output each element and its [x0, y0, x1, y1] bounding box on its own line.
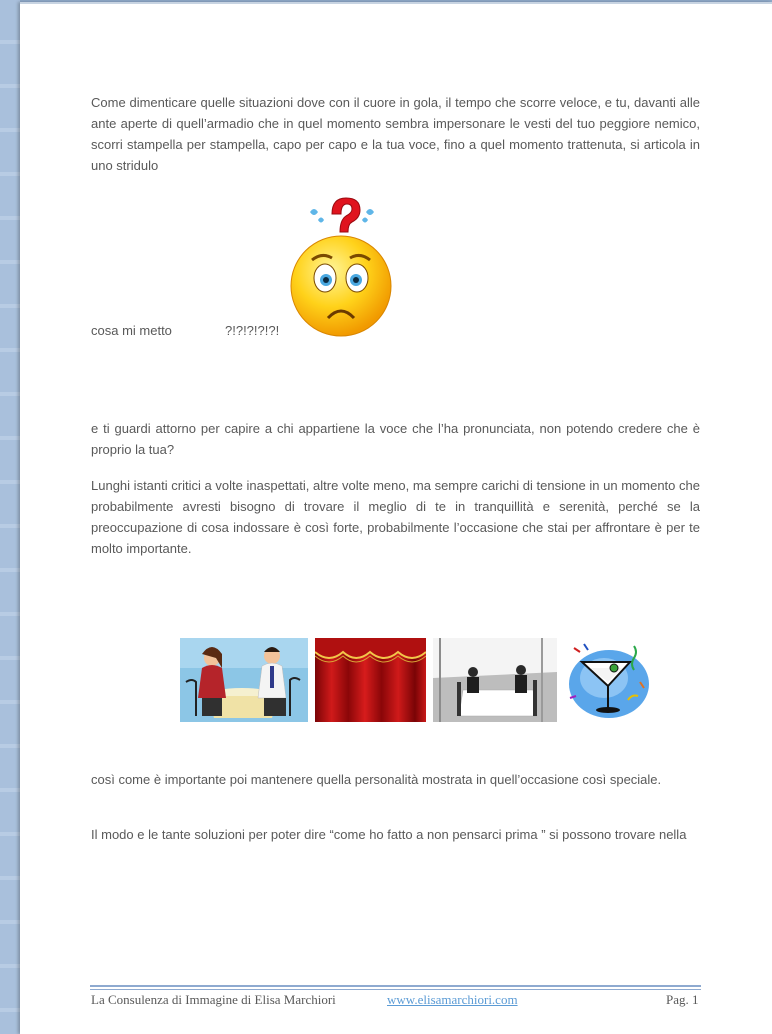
footer-title: La Consulenza di Immagine di Elisa Marchiori — [91, 992, 336, 1007]
page-top-edge — [20, 2, 772, 4]
cocktail-party-image — [564, 638, 654, 722]
footer-website-link[interactable]: www.elisamarchiori.com — [387, 992, 518, 1007]
footer-page-number: Pag. 1 — [666, 992, 699, 1007]
window-background-strip — [0, 0, 20, 1034]
question-text: cosa mi metto — [91, 323, 172, 338]
question-marks: ?!?!?!?!?! — [225, 323, 280, 338]
paragraph-tension: Lunghi istanti critici a volte inaspettati, altre volte meno, ma sempre carichi di tensione in un momento che probabilmente avresti bisogno di trovare il meglio di te in tranquillità e serenità, perché se la preoccupazione di cosa indossare è così forte, probabilmente l’occasione che stai per affrontare è per te molto importante. — [91, 478, 700, 556]
footer-rule — [90, 985, 701, 987]
footer-rule-thin — [90, 989, 701, 990]
document-page — [20, 2, 772, 1034]
question-line — [91, 320, 280, 341]
paragraph-voice: e ti guardi attorno per capire a chi appartiene la voce che l’ha pronunciata, non potendo credere che è proprio la tua? — [91, 421, 700, 457]
worried-emoji-icon — [288, 194, 398, 340]
paragraph-solutions: Il modo e le tante soluzioni per poter dire “come ho fatto a non pensarci prima ” si possono trovare nella — [91, 827, 687, 842]
theater-curtain-image — [315, 638, 426, 722]
restaurant-dinner-image — [433, 638, 557, 722]
business-meeting-image — [180, 638, 308, 722]
paragraph-intro: Come dimenticare quelle situazioni dove con il cuore in gola, il tempo che scorre veloce, e tu, davanti alle ante aperte di quell’armadio che in quel momento sembra impersonare le vesti del tuo peggiore nemico, scorri stampella per stampella, capo per capo e la tua voce, fino a quel momento trattenuta, si articola in uno stridulo — [91, 95, 700, 173]
paragraph-personality: così come è importante poi mantenere quella personalità mostrata in quell’occasione così speciale. — [91, 772, 662, 787]
